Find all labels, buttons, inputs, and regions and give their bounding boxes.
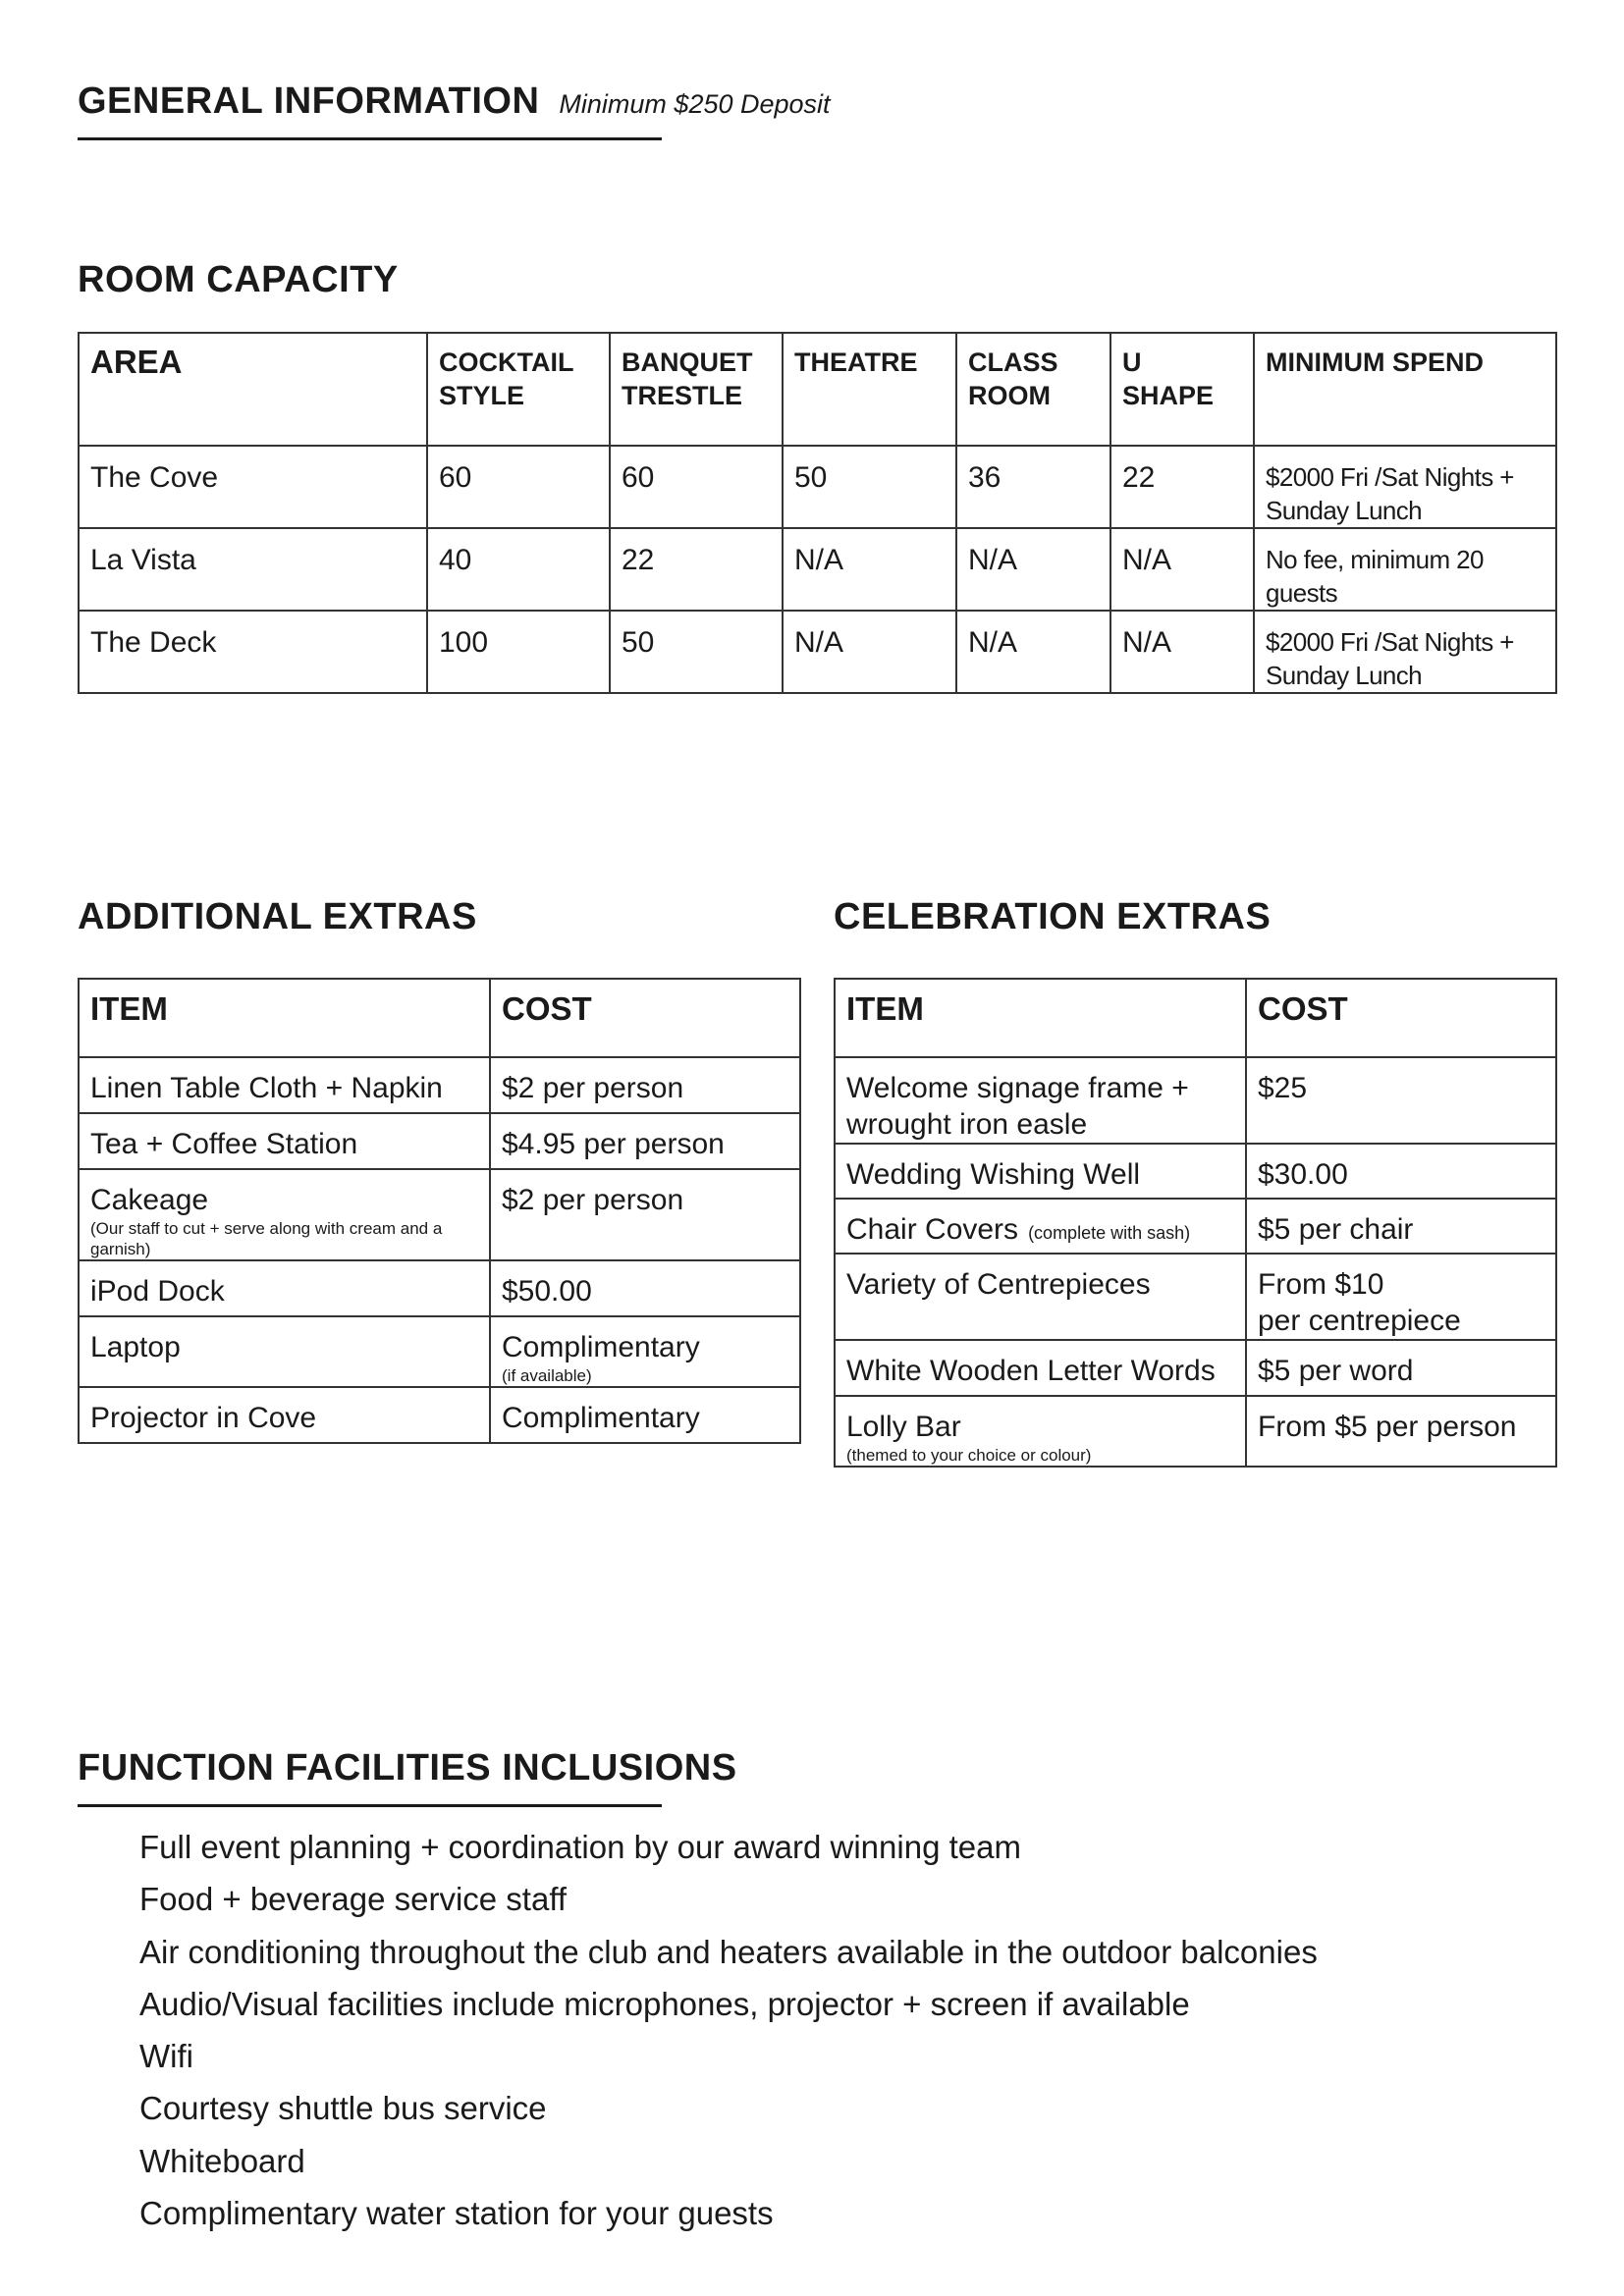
deposit-note: Minimum $250 Deposit <box>559 89 831 119</box>
item-label: Variety of Centrepieces <box>846 1268 1151 1301</box>
item-inline-note: (complete with sash) <box>1028 1223 1191 1243</box>
cell-cost <box>490 1057 800 1113</box>
cell-item <box>835 1057 1246 1144</box>
cell-theatre: N/A <box>783 528 956 611</box>
cell-u-shape: N/A <box>1110 528 1254 611</box>
table-row <box>79 528 1556 611</box>
cell-cost: From $5 per person <box>1246 1396 1556 1467</box>
table-row <box>835 1254 1556 1340</box>
cell-minimum-spend: No fee, minimum 20 guests <box>1254 528 1556 611</box>
cell-cost: $5 per word <box>1246 1340 1556 1396</box>
cell-cost <box>490 1169 800 1260</box>
additional-extras-header-row <box>79 979 800 1057</box>
cost-note: (if available) <box>502 1366 592 1385</box>
list-item: Audio/Visual facilities include microphones, projector + screen if available <box>139 1985 1190 2022</box>
item-label: Projector in Cove <box>90 1402 317 1434</box>
celebration-extras-heading: CELEBRATION EXTRAS <box>834 896 1272 937</box>
cost-label: $4.95 per person <box>502 1128 725 1160</box>
cell-cocktail-style: 60 <box>427 446 610 528</box>
cost-label: Complimentary <box>502 1402 700 1434</box>
cell-cost <box>490 1113 800 1169</box>
cell-item <box>835 1396 1246 1467</box>
header-minimum-spend: MINIMUM SPEND <box>1254 333 1556 446</box>
item-label: White Wooden Letter Words <box>846 1355 1216 1387</box>
item-label: iPod Dock <box>90 1275 225 1308</box>
cell-item <box>79 1387 490 1443</box>
cell-item <box>835 1254 1246 1340</box>
cell-banquet-trestle: 60 <box>610 446 783 528</box>
cell-item <box>835 1144 1246 1199</box>
item-label: Linen Table Cloth + Napkin <box>90 1072 443 1104</box>
item-note: (Our staff to cut + serve along with cream and a garnish) <box>90 1219 443 1258</box>
cell-area: La Vista <box>79 528 427 611</box>
item-label: Laptop <box>90 1331 181 1363</box>
table-row <box>79 611 1556 693</box>
table-row <box>79 1169 800 1260</box>
cell-cocktail-style: 40 <box>427 528 610 611</box>
item-label: Wedding Wishing Well <box>846 1158 1141 1191</box>
room-capacity-body <box>79 446 1556 693</box>
celebration-extras-body <box>835 1057 1556 1467</box>
item-label: Lolly Bar <box>846 1411 961 1443</box>
cell-u-shape: 22 <box>1110 446 1254 528</box>
cell-class-room: N/A <box>956 528 1110 611</box>
cell-minimum-spend: $2000 Fri /Sat Nights + Sunday Lunch <box>1254 611 1556 693</box>
header-area: AREA <box>79 333 427 446</box>
inclusions-heading: FUNCTION FACILITIES INCLUSIONS <box>78 1747 737 1789</box>
inclusions-rule <box>78 1804 662 1807</box>
table-row <box>79 1316 800 1387</box>
list-item: Whiteboard <box>139 2142 305 2179</box>
cell-cost <box>490 1260 800 1316</box>
cell-cost: $30.00 <box>1246 1144 1556 1199</box>
celebration-extras-table <box>834 978 1557 1468</box>
cell-cocktail-style: 100 <box>427 611 610 693</box>
item-note: (themed to your choice or colour) <box>846 1446 1092 1465</box>
cell-u-shape: N/A <box>1110 611 1254 693</box>
table-row <box>835 1057 1556 1144</box>
cell-cost <box>490 1387 800 1443</box>
list-item: Full event planning + coordination by our award winning team <box>139 1829 1021 1865</box>
cell-class-room: N/A <box>956 611 1110 693</box>
room-capacity-header-row <box>79 333 1556 446</box>
cell-item <box>79 1316 490 1387</box>
additional-extras-heading: ADDITIONAL EXTRAS <box>78 896 477 937</box>
celebration-header-cost: COST <box>1246 979 1556 1057</box>
cell-theatre: 50 <box>783 446 956 528</box>
item-label: Tea + Coffee Station <box>90 1128 358 1160</box>
table-row <box>835 1144 1556 1199</box>
additional-header-item: ITEM <box>79 979 490 1057</box>
cost-label: $2 per person <box>502 1072 684 1104</box>
cell-area: The Cove <box>79 446 427 528</box>
cell-item <box>835 1340 1246 1396</box>
celebration-extras-header-row <box>835 979 1556 1057</box>
cost-label: Complimentary <box>502 1331 700 1363</box>
cell-banquet-trestle: 50 <box>610 611 783 693</box>
cell-banquet-trestle: 22 <box>610 528 783 611</box>
additional-header-cost: COST <box>490 979 800 1057</box>
general-info-title: GENERAL INFORMATION <box>78 80 540 122</box>
cell-cost: From $10 per centrepiece <box>1246 1254 1556 1340</box>
room-capacity-heading: ROOM CAPACITY <box>78 259 399 300</box>
cell-theatre: N/A <box>783 611 956 693</box>
inclusions-list <box>139 1821 1318 2239</box>
cost-label: $50.00 <box>502 1275 592 1308</box>
header-theatre: THEATRE <box>783 333 956 446</box>
list-item: Courtesy shuttle bus service <box>139 2090 547 2127</box>
table-row <box>79 446 1556 528</box>
cell-cost: $25 <box>1246 1057 1556 1144</box>
table-row <box>835 1396 1556 1467</box>
item-label: Welcome signage frame + wrought iron easle <box>846 1072 1189 1141</box>
table-row <box>835 1340 1556 1396</box>
cell-cost <box>490 1316 800 1387</box>
list-item: Air conditioning throughout the club and heaters available in the outdoor balconies <box>139 1933 1318 1970</box>
cell-item <box>79 1113 490 1169</box>
celebration-header-item: ITEM <box>835 979 1246 1057</box>
item-label: Chair Covers <box>846 1213 1019 1246</box>
header-u-shape: U SHAPE <box>1110 333 1254 446</box>
cell-minimum-spend: $2000 Fri /Sat Nights + Sunday Lunch <box>1254 446 1556 528</box>
item-label: Cakeage <box>90 1184 209 1216</box>
list-item: Food + beverage service staff <box>139 1881 568 1918</box>
cost-label: $2 per person <box>502 1184 684 1216</box>
header-banquet-trestle: BANQUET TRESTLE <box>610 333 783 446</box>
cell-cost: $5 per chair <box>1246 1199 1556 1254</box>
room-capacity-table <box>78 332 1557 694</box>
additional-extras-table <box>78 978 801 1444</box>
cell-area: The Deck <box>79 611 427 693</box>
cell-item <box>79 1169 490 1260</box>
list-item: Wifi <box>139 2038 193 2075</box>
general-info-rule <box>78 137 662 140</box>
table-row <box>835 1199 1556 1254</box>
table-row <box>79 1260 800 1316</box>
table-row <box>79 1057 800 1113</box>
header-class-room: CLASS ROOM <box>956 333 1110 446</box>
cell-item <box>79 1260 490 1316</box>
table-row <box>79 1387 800 1443</box>
additional-extras-body <box>79 1057 800 1443</box>
table-row <box>79 1113 800 1169</box>
cell-class-room: 36 <box>956 446 1110 528</box>
list-item: Complimentary water station for your guests <box>139 2195 774 2232</box>
cell-item <box>79 1057 490 1113</box>
general-info-heading <box>78 80 831 123</box>
header-cocktail-style: COCKTAIL STYLE <box>427 333 610 446</box>
cell-item <box>835 1199 1246 1254</box>
